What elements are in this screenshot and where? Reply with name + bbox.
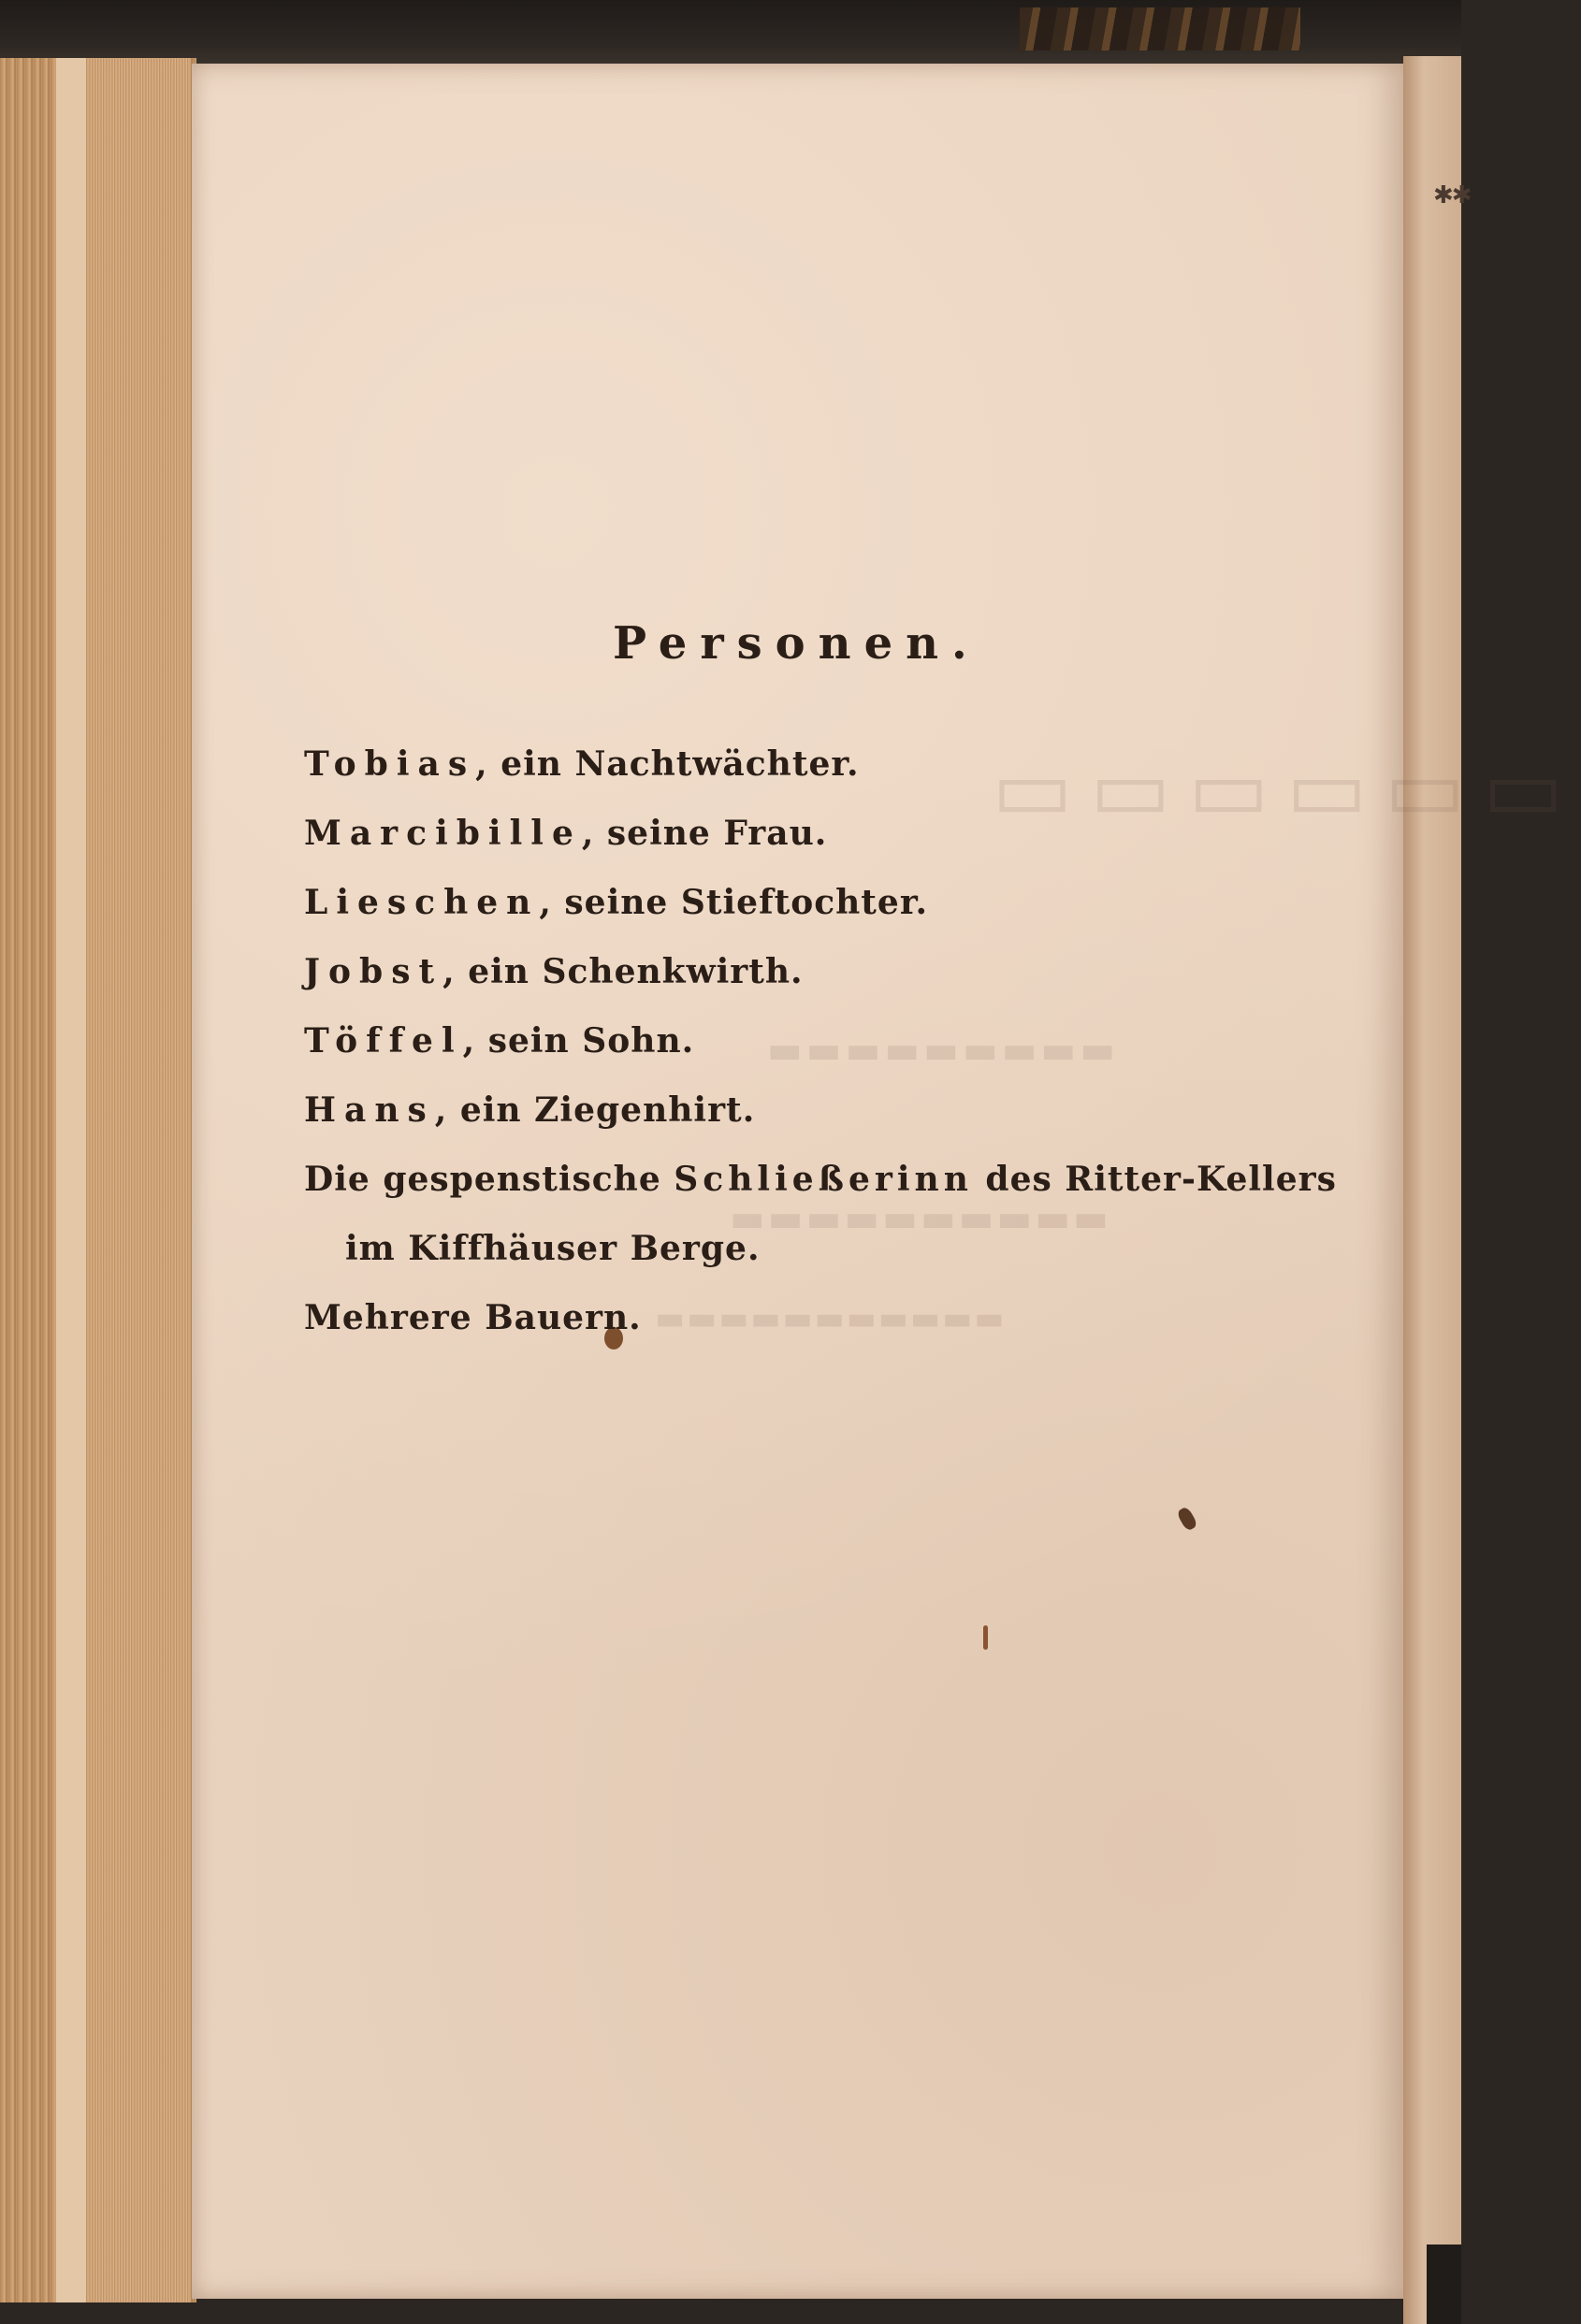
bleed-through-text: ▬▬▬▬▬▬▬▬▬▬▬ — [655, 1300, 1007, 1337]
cast-entry — [304, 937, 1337, 1006]
character-description: , seine Frau. — [581, 814, 828, 853]
page-edge-highlight — [56, 58, 86, 2302]
cast-entry — [304, 799, 1337, 868]
page-heading: Personen. — [613, 617, 980, 670]
cast-entry — [304, 729, 1337, 799]
next-page-ornament: ✱✱ — [1433, 181, 1471, 209]
cast-entry — [304, 868, 1337, 937]
character-name: Lieschen — [304, 883, 540, 922]
next-page-edge — [1403, 56, 1461, 2324]
bleed-through-text: ▬▬▬▬▬▬▬▬▬ — [767, 1029, 1120, 1072]
cast-entry — [304, 1283, 1337, 1352]
page-edges-left — [0, 58, 196, 2302]
character-description: , ein Nachtwächter. — [475, 744, 860, 784]
character-name: Hans — [304, 1090, 435, 1130]
bleed-through-text: ▭▭▭▭▭▭ — [992, 739, 1581, 839]
cast-list — [304, 729, 1337, 1352]
ink-stain — [983, 1625, 988, 1650]
character-description: des Ritter-Kellers — [972, 1160, 1337, 1199]
book-board-corner — [1427, 2245, 1461, 2324]
character-name: Mehrere Bauern. — [304, 1298, 642, 1337]
character-name: Schließerinn — [674, 1160, 973, 1199]
character-name: Tobias — [304, 744, 476, 784]
cast-entry-continuation — [304, 1214, 1337, 1283]
character-name: Marcibille — [304, 814, 582, 853]
character-description: , ein Ziegenhirt. — [434, 1090, 756, 1130]
character-description: , ein Schenkwirth. — [442, 952, 804, 991]
cast-entry — [304, 1006, 1337, 1075]
character-description: , seine Stieftochter. — [539, 883, 929, 922]
character-description: , sein Sohn. — [462, 1021, 695, 1061]
cast-entry — [304, 1145, 1337, 1214]
book-binding-top — [0, 0, 1461, 65]
character-description-continuation: im Kiffhäuser Berge. — [345, 1229, 761, 1268]
character-name: Töffel — [304, 1021, 463, 1061]
character-prefix: Die gespenstische — [304, 1160, 674, 1199]
bleed-through-text: ▬▬▬▬▬▬▬▬▬▬ — [730, 1197, 1111, 1240]
page-edges-inner — [86, 58, 189, 2302]
character-name: Jobst — [304, 952, 443, 991]
cast-entry — [304, 1075, 1337, 1145]
marbled-board — [1020, 7, 1300, 51]
